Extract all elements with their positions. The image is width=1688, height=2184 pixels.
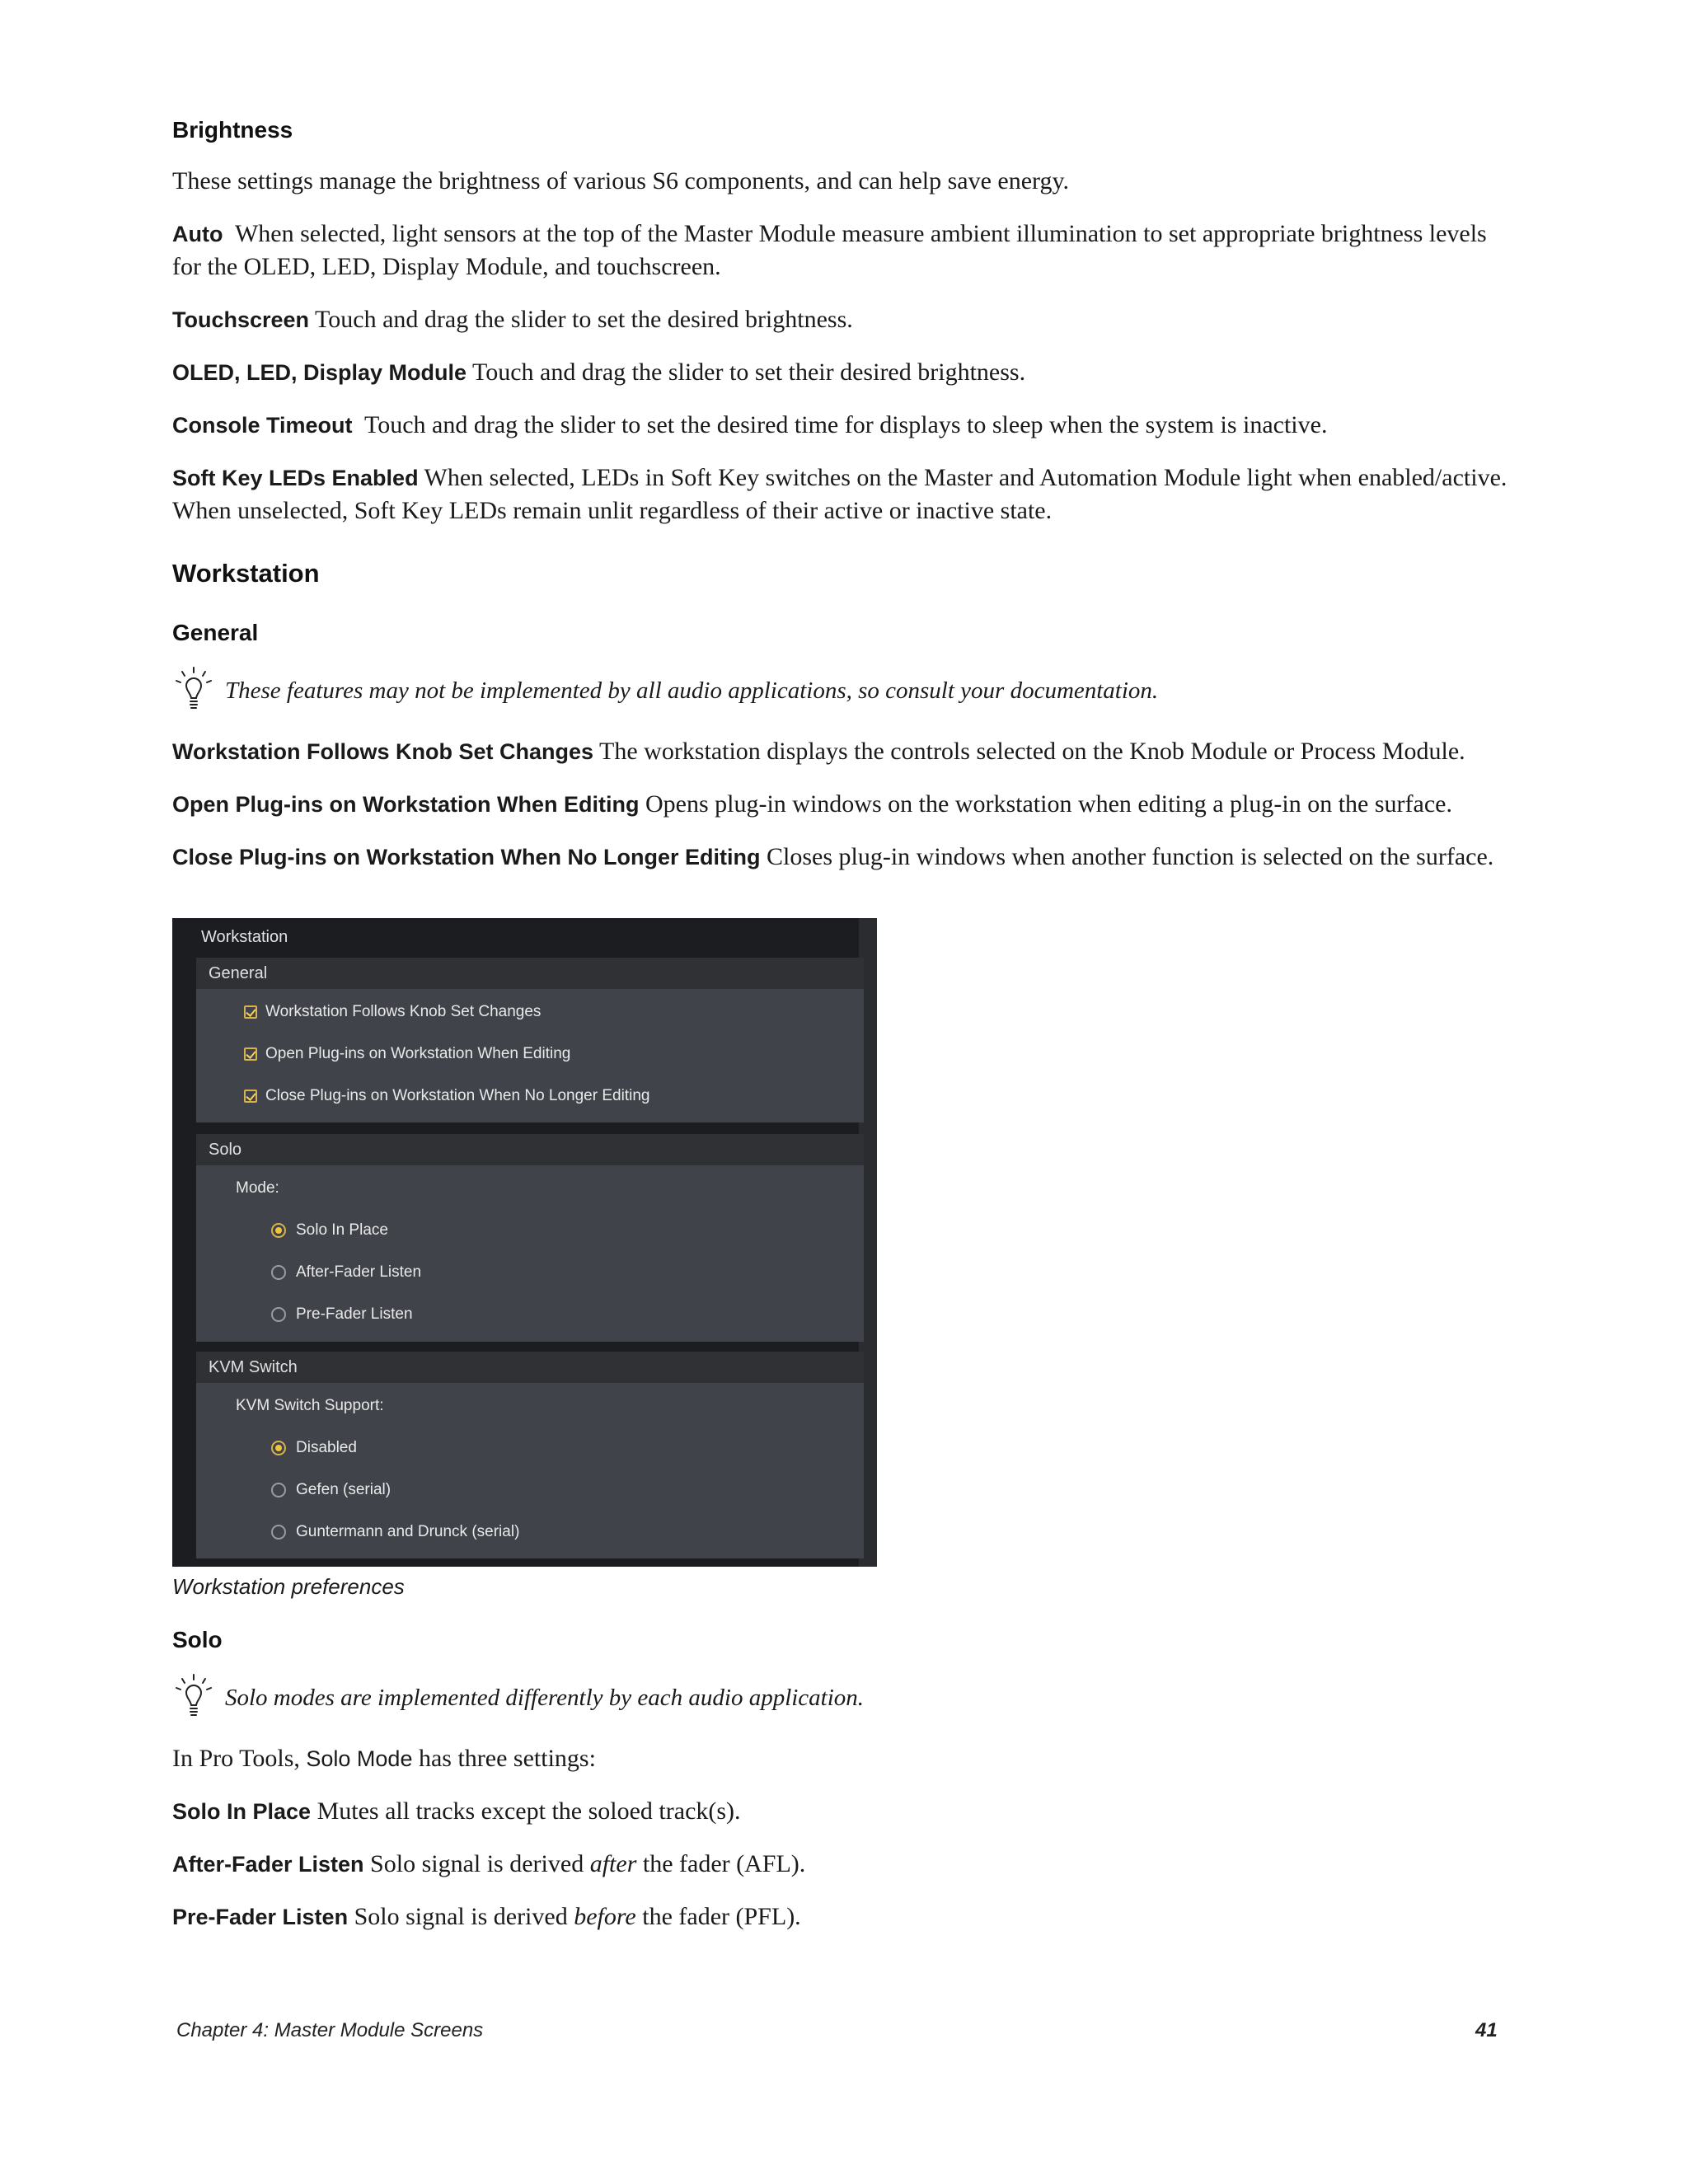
- checkbox-open-plugins[interactable]: [244, 1045, 570, 1063]
- workstation-item-close-plugins: [172, 841, 1516, 874]
- brightness-item-auto: [172, 218, 1516, 284]
- description: When selected, LEDs in Soft Key switches on the Master and Automation Module light when enabled/active. When unselected, Soft Key LEDs remain unlit regardless of their active or inactive state.: [172, 464, 1507, 524]
- description: Touch and drag the slider to set the desired time for displays to sleep when the system is inactive.: [364, 411, 1328, 438]
- tip-text: These features may not be implemented by all audio applications, so consult your documentation.: [225, 677, 1159, 704]
- term: Workstation Follows Knob Set Changes: [172, 739, 594, 764]
- footer-chapter: Chapter 4: Master Module Screens: [176, 2019, 484, 2041]
- description-post: the fader (PFL).: [635, 1903, 801, 1930]
- radio-label: Pre-Fader Listen: [296, 1305, 413, 1323]
- checkbox-label: Open Plug-ins on Workstation When Editing: [265, 1045, 571, 1062]
- term: Open Plug-ins on Workstation When Editing: [172, 792, 640, 817]
- brightness-heading: Brightness: [172, 117, 293, 143]
- radio-kvm-guntermann[interactable]: [271, 1523, 519, 1541]
- term: Auto: [172, 222, 223, 246]
- solo-item-solo-in-place: [172, 1795, 1516, 1828]
- brightness-intro: These settings manage the brightness of various S6 components, and can help save energy.: [172, 167, 1070, 194]
- kvm-support-label: KVM Switch Support:: [236, 1397, 384, 1414]
- brightness-item-soft-key: [172, 462, 1516, 527]
- description: Touch and drag the slider to set the desired brightness.: [315, 306, 853, 333]
- workstation-item-open-plugins: [172, 788, 1516, 821]
- description-pre: Solo signal is derived: [354, 1903, 574, 1930]
- tip-text: Solo modes are implemented differently by each audio application.: [225, 1684, 865, 1711]
- radio-label: Guntermann and Drunck (serial): [296, 1523, 520, 1540]
- description: Touch and drag the slider to set their desired brightness.: [472, 359, 1026, 386]
- radio-unselected-icon[interactable]: [271, 1307, 286, 1322]
- term: Pre-Fader Listen: [172, 1905, 349, 1929]
- description-pre: Solo signal is derived: [370, 1850, 590, 1877]
- workstation-heading: Workstation: [172, 559, 320, 588]
- brightness-item-console-timeout: [172, 409, 1516, 442]
- solo-heading: Solo: [172, 1627, 223, 1652]
- lightbulb-tip-icon: [172, 666, 215, 715]
- description: The workstation displays the controls selected on the Knob Module or Process Module.: [599, 738, 1465, 765]
- checkbox-label: Workstation Follows Knob Set Changes: [265, 1003, 542, 1020]
- description: Opens plug-in windows on the workstation when editing a plug-in on the surface.: [645, 790, 1452, 818]
- checkbox-follows-knob[interactable]: [244, 1003, 541, 1021]
- term: Close Plug-ins on Workstation When No Longer Editing: [172, 845, 761, 869]
- panel-title: Workstation: [201, 928, 288, 946]
- radio-kvm-gefen[interactable]: [271, 1481, 391, 1499]
- term: Soft Key LEDs Enabled: [172, 466, 419, 490]
- kvm-switch-group: [196, 1352, 864, 1558]
- intro-term: Solo Mode: [306, 1746, 413, 1771]
- radio-kvm-disabled[interactable]: [271, 1439, 357, 1457]
- radio-label: Disabled: [296, 1439, 357, 1456]
- solo-item-after-fader: [172, 1848, 1516, 1881]
- general-heading: General: [172, 620, 259, 645]
- radio-label: After-Fader Listen: [296, 1263, 422, 1281]
- radio-pre-fader-listen[interactable]: [271, 1305, 413, 1324]
- solo-group: [196, 1134, 864, 1342]
- description: When selected, light sensors at the top of the Master Module measure ambient illumination to set appropriate brightness levels for the OLED, LED, Display Module, and touchscreen.: [172, 220, 1487, 280]
- radio-after-fader-listen[interactable]: [271, 1263, 421, 1282]
- mode-label: Mode:: [236, 1179, 279, 1197]
- figure-caption: Workstation preferences: [172, 1574, 405, 1599]
- group-header: Solo: [196, 1134, 864, 1165]
- term: Touchscreen: [172, 307, 310, 332]
- tip-note-general: [172, 666, 1158, 715]
- brightness-item-touchscreen: [172, 303, 1516, 336]
- term: Solo In Place: [172, 1799, 312, 1824]
- term: Console Timeout: [172, 413, 353, 438]
- tip-note-solo: [172, 1673, 864, 1722]
- radio-solo-in-place[interactable]: [271, 1221, 388, 1240]
- term: OLED, LED, Display Module: [172, 360, 467, 385]
- checkbox-checked-icon[interactable]: [244, 1047, 257, 1061]
- description-emphasis: before: [574, 1903, 636, 1930]
- radio-label: Solo In Place: [296, 1221, 388, 1239]
- general-group: [196, 958, 864, 1122]
- description: Closes plug-in windows when another function is selected on the surface.: [766, 843, 1494, 870]
- brightness-item-oled: [172, 356, 1516, 389]
- intro-prefix: In Pro Tools,: [172, 1745, 307, 1772]
- footer-page-number: 41: [1475, 2019, 1498, 2041]
- radio-unselected-icon[interactable]: [271, 1483, 286, 1497]
- description-emphasis: after: [589, 1850, 637, 1877]
- checkbox-label: Close Plug-ins on Workstation When No Longer Editing: [265, 1087, 650, 1104]
- solo-item-pre-fader: [172, 1900, 1516, 1933]
- description-post: the fader (AFL).: [636, 1850, 806, 1877]
- description: Mutes all tracks except the soloed track(s).: [316, 1797, 741, 1825]
- lightbulb-tip-icon: [172, 1673, 215, 1722]
- term: After-Fader Listen: [172, 1852, 364, 1877]
- workstation-preferences-screenshot: [172, 918, 877, 1567]
- checkbox-checked-icon[interactable]: [244, 1005, 257, 1019]
- solo-intro: [172, 1742, 1516, 1775]
- group-header: KVM Switch: [196, 1352, 864, 1383]
- group-header: General: [196, 958, 864, 989]
- checkbox-close-plugins[interactable]: [244, 1087, 649, 1105]
- radio-selected-icon[interactable]: [271, 1441, 286, 1455]
- checkbox-checked-icon[interactable]: [244, 1090, 257, 1103]
- radio-label: Gefen (serial): [296, 1481, 392, 1498]
- radio-unselected-icon[interactable]: [271, 1265, 286, 1280]
- workstation-item-follows-knob: [172, 735, 1516, 768]
- radio-selected-icon[interactable]: [271, 1223, 286, 1238]
- intro-suffix: has three settings:: [412, 1745, 596, 1772]
- radio-unselected-icon[interactable]: [271, 1525, 286, 1540]
